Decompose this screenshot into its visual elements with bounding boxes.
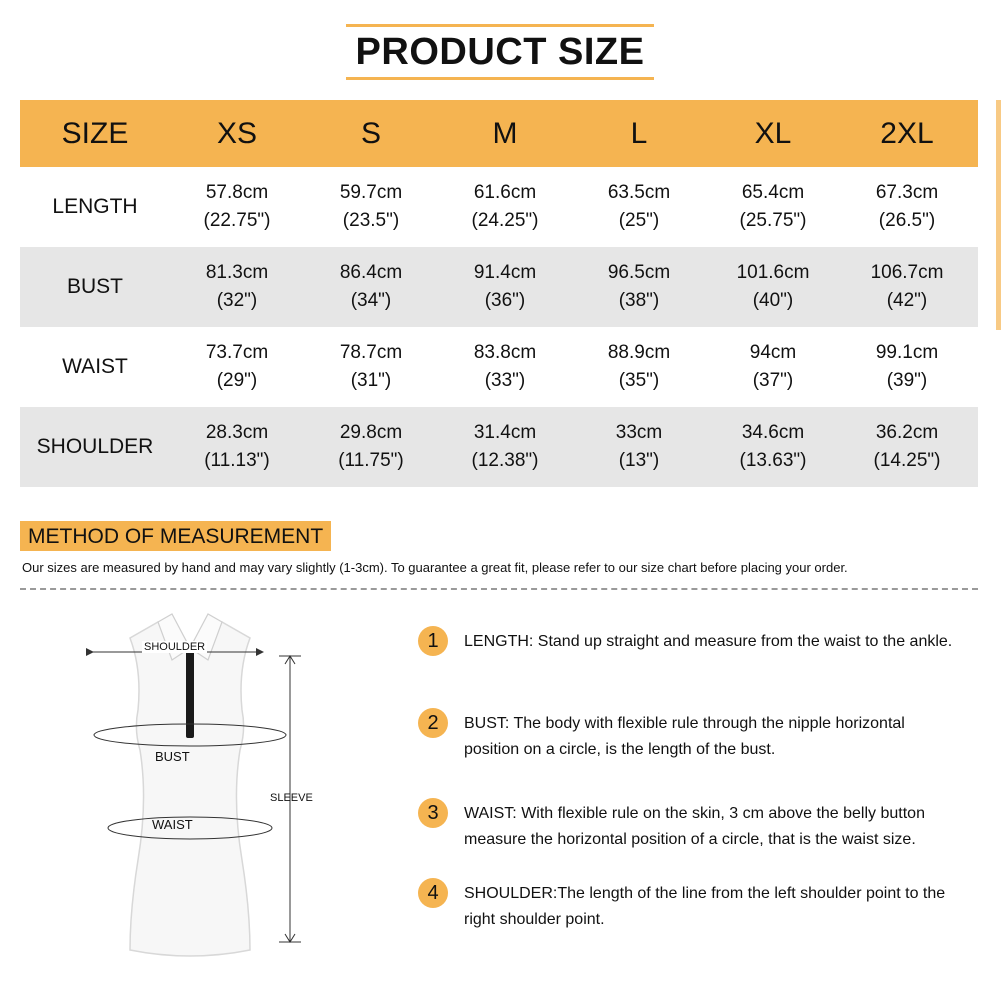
table-cell: 34.6cm (13.63") <box>739 422 807 471</box>
step-text: SHOULDER:The length of the line from the left shoulder point to the right shoulder point. <box>464 885 946 928</box>
step-text: BUST: The body with flexible rule through the nipple horizontal position on a circle, is the length of the bust. <box>464 715 905 758</box>
row-label: BUST <box>66 275 123 298</box>
table-cell: 31.4cm (12.38") <box>471 422 539 471</box>
table-cell: 67.3cm (26.5") <box>875 182 939 231</box>
table-cell: 33cm (13") <box>615 422 663 471</box>
table-cell: 29.8cm (11.75") <box>338 422 404 471</box>
table-cell: 81.3cm (32") <box>205 262 269 311</box>
table-cell: 65.4cm (25.75") <box>739 182 807 231</box>
table-cell: 88.9cm (35") <box>607 342 671 391</box>
shirt-diagram <box>60 600 360 990</box>
sleeve-label: SLEEVE <box>270 792 313 804</box>
method-note: Our sizes are measured by hand and may vary slightly (1-3cm). To guarantee a great fit, please refer to our size chart before placing your order. <box>22 560 848 575</box>
size-table <box>20 100 978 487</box>
page-title: PRODUCT SIZE <box>355 31 645 73</box>
table-cell: 99.1cm (39") <box>875 342 939 391</box>
title-rule-bottom <box>346 77 654 80</box>
header-size-2xl: 2XL <box>880 116 934 150</box>
table-header-row <box>20 100 978 167</box>
step-number-badge: 3 <box>418 798 448 828</box>
step-text: LENGTH: Stand up straight and measure from the waist to the ankle. <box>464 633 953 650</box>
header-size-xs: XS <box>216 116 258 150</box>
header-size-label: SIZE <box>61 116 129 150</box>
table-row-shoulder <box>20 407 978 487</box>
sleeveless-polo-illustration <box>60 600 360 990</box>
table-row-bust <box>20 247 978 327</box>
table-cell: 36.2cm (14.25") <box>873 422 941 471</box>
zipper-placket <box>186 650 194 738</box>
table-cell: 28.3cm (11.13") <box>204 422 270 471</box>
table-cell: 63.5cm (25") <box>607 182 671 231</box>
step-number-badge: 2 <box>418 708 448 738</box>
header-size-xl: XL <box>754 116 792 150</box>
row-label: SHOULDER <box>36 435 154 458</box>
method-heading: METHOD OF MEASUREMENT <box>20 521 331 551</box>
header-size-l: L <box>630 116 648 150</box>
table-cell: 94cm (37") <box>749 342 797 391</box>
table-cell: 83.8cm (33") <box>473 342 537 391</box>
table-cell: 57.8cm (22.75") <box>203 182 271 231</box>
row-label: WAIST <box>62 355 128 378</box>
table-cell: 61.6cm (24.25") <box>471 182 539 231</box>
table-cell: 96.5cm (38") <box>607 262 671 311</box>
table-cell: 73.7cm (29") <box>205 342 269 391</box>
step-number-badge: 4 <box>418 878 448 908</box>
header-size-m: M <box>492 116 518 150</box>
step-text: WAIST: With flexible rule on the skin, 3 cm above the belly button measure the horizontal position of a circle, that is the waist size. <box>464 805 925 848</box>
title-block <box>346 24 654 80</box>
waist-label: WAIST <box>152 817 193 832</box>
table-cell: 91.4cm (36") <box>473 262 537 311</box>
shoulder-label: SHOULDER <box>144 641 206 653</box>
table-cell: 78.7cm (31") <box>339 342 403 391</box>
table-cell: 106.7cm (42") <box>870 262 944 311</box>
header-size-s: S <box>360 116 381 150</box>
table-row-waist <box>20 327 978 407</box>
table-cell: 101.6cm (40") <box>736 262 810 311</box>
edge-accent <box>996 100 1001 330</box>
bust-label: BUST <box>155 749 190 764</box>
table-cell: 59.7cm (23.5") <box>339 182 403 231</box>
row-label: LENGTH <box>52 195 138 218</box>
title-rule-top <box>346 24 654 27</box>
table-cell: 86.4cm (34") <box>339 262 403 311</box>
table-row-length <box>20 167 978 247</box>
dashed-divider <box>20 588 978 590</box>
step-number-badge: 1 <box>418 626 448 656</box>
